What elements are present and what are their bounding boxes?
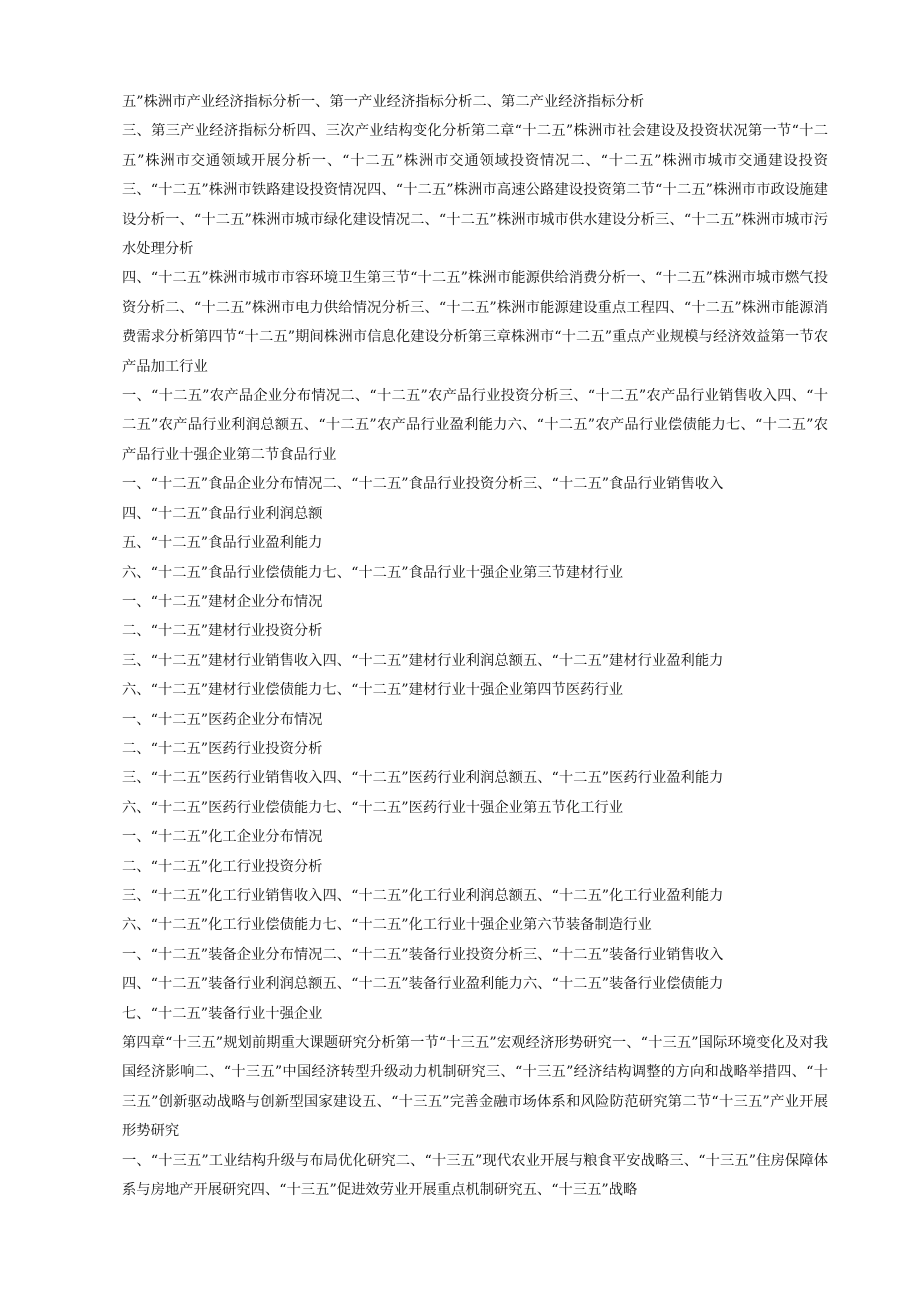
paragraph: 三、“十二五”化工行业销售收入四、“十二五”化工行业利润总额五、“十二五”化工行业盈利能力 — [122, 887, 724, 904]
paragraph: 一、“十二五”化工企业分布情况 — [122, 829, 323, 846]
paragraph: 一、“十二五”农产品企业分布情况二、“十二五”农产品行业投资分析三、“十二五”农产品行业销售收入四、“十二五”农产品行业利润总额五、“十二五”农产品行业盈利能力六、“十二五”农产品行业偿债能力七、“十二五”农产品行业十强企业第二节食品行业 — [122, 388, 828, 463]
paragraph: 一、“十二五”建材企业分布情况 — [122, 593, 323, 610]
paragraph: 二、“十二五”建材行业投资分析 — [122, 623, 323, 640]
paragraph: 二、“十二五”化工行业投资分析 — [122, 858, 323, 875]
paragraph: 一、“十二五”医药企业分布情况 — [122, 711, 323, 728]
paragraph: 五、“十二五”食品行业盈利能力 — [122, 535, 323, 552]
paragraph: 四、“十二五”株洲市城市市容环境卫生第三节“十二五”株洲市能源供给消费分析一、“十二五”株洲市城市燃气投资分析二、“十二五”株洲市电力供给情况分析三、“十二五”株洲市能源建设重点工程四、“十二五”株洲市能源消费需求分析第四节“十二五”期间株洲市信息化建设分析第三章株洲市“十二五”重点产业规模与经济效益第一节农产品加工行业 — [122, 270, 828, 375]
paragraph: 三、“十二五”医药行业销售收入四、“十二五”医药行业利润总额五、“十二五”医药行业盈利能力 — [122, 770, 724, 787]
paragraph: 六、“十二五”医药行业偿债能力七、“十二五”医药行业十强企业第五节化工行业 — [122, 799, 624, 816]
paragraph: 六、“十二五”化工行业偿债能力七、“十二五”化工行业十强企业第六节装备制造行业 — [122, 917, 652, 934]
paragraph: 二、“十二五”医药行业投资分析 — [122, 740, 323, 757]
paragraph: 一、“十二五”装备企业分布情况二、“十二五”装备行业投资分析三、“十二五”装备行业销售收入 — [122, 946, 724, 963]
paragraph: 四、“十二五”食品行业利润总额 — [122, 505, 323, 522]
paragraph: 一、“十二五”食品企业分布情况二、“十二五”食品行业投资分析三、“十二五”食品行业销售收入 — [122, 476, 724, 493]
paragraph: 四、“十二五”装备行业利润总额五、“十二五”装备行业盈利能力六、“十二五”装备行业偿债能力 — [122, 976, 724, 993]
document-body — [122, 88, 828, 1205]
paragraph: 三、“十二五”建材行业销售收入四、“十二五”建材行业利润总额五、“十二五”建材行业盈利能力 — [122, 652, 724, 669]
paragraph: 六、“十二五”建材行业偿债能力七、“十二五”建材行业十强企业第四节医药行业 — [122, 682, 624, 699]
paragraph: 第四章“十三五”规划前期重大课题研究分析第一节“十三五”宏观经济形势研究一、“十三五”国际环境变化及对我国经济影响二、“十三五”中国经济转型升级动力机制研究三、“十三五”经济结构调整的方向和战略举措四、“十三五”创新驱动战略与创新型国家建设五、“十三五”完善金融市场体系和风险防范研究第二节“十三五”产业开展形势研究 — [122, 1035, 828, 1140]
paragraph: 三、第三产业经济指标分析四、三次产业结构变化分析第二章“十二五”株洲市社会建设及投资状况第一节“十二五”株洲市交通领域开展分析一、“十二五”株洲市交通领域投资情况二、“十二五”株洲市城市交通建设投资三、“十二五”株洲市铁路建设投资情况四、“十二五”株洲市高速公路建设投资第二节“十二五”株洲市市政设施建设分析一、“十二五”株洲市城市绿化建设情况二、“十二五”株洲市城市供水建设分析三、“十二五”株洲市城市污水处理分析 — [122, 123, 828, 258]
paragraph: 七、“十二五”装备行业十强企业 — [122, 1005, 323, 1022]
paragraph: 一、“十三五”工业结构升级与布局优化研究二、“十三五”现代农业开展与粮食平安战略三、“十三五”住房保障体系与房地产开展研究四、“十三五”促进效劳业开展重点机制研究五、“十三五”战略 — [122, 1152, 828, 1199]
paragraph: 五”株洲市产业经济指标分析一、第一产业经济指标分析二、第二产业经济指标分析 — [122, 94, 644, 110]
paragraph: 六、“十二五”食品行业偿债能力七、“十二五”食品行业十强企业第三节建材行业 — [122, 564, 624, 581]
